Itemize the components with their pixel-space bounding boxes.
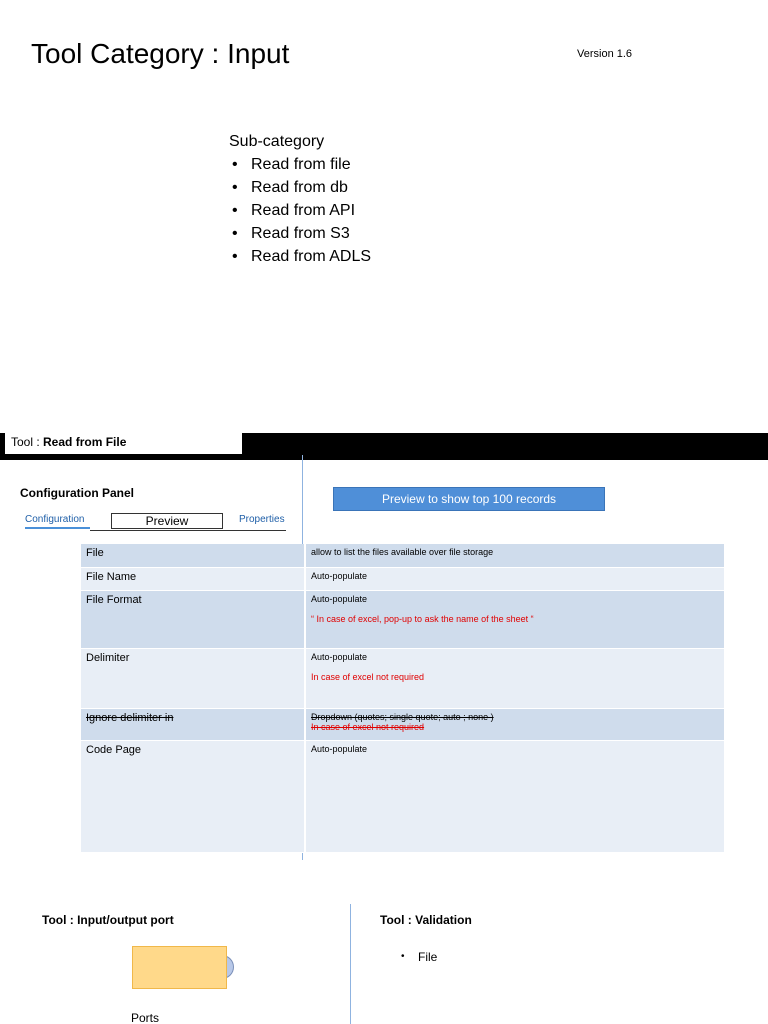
row-key: Ignore delimiter in: [81, 708, 305, 740]
ports-label: Ports: [131, 1011, 160, 1024]
row-key: File Format: [81, 590, 305, 648]
tab-underline: [90, 530, 286, 531]
row-value: Auto-populate: [305, 567, 724, 590]
row-note: “ In case of excel, pop-up to ask the name of the sheet “: [311, 613, 534, 624]
validation-list: [401, 950, 437, 964]
preview-button[interactable]: Preview to show top 100 records: [333, 487, 605, 511]
list-item: • Read from file: [229, 153, 371, 176]
row-key: Delimiter: [81, 648, 305, 708]
subcategory-list: [229, 153, 371, 268]
page-title: Tool Category : Input: [31, 38, 290, 69]
row-value: Auto-populate: [305, 740, 724, 852]
table-row: [81, 740, 724, 852]
list-item: • Read from S3: [229, 222, 371, 245]
row-value-text: Dropdown (quotes; single quote; auto ; none ): [311, 711, 494, 722]
row-note: In case of excel not required: [311, 721, 425, 732]
row-key: File: [81, 544, 305, 567]
table-row: [81, 590, 724, 648]
port-tool-title: Tool : Input/output port: [42, 913, 174, 927]
tab-configuration[interactable]: Configuration: [25, 514, 90, 529]
validation-tool-title: Tool : Validation: [380, 913, 472, 927]
row-key: File Name: [81, 567, 305, 590]
row-value: [305, 590, 724, 648]
table-row: [81, 544, 724, 567]
row-value-text: Auto-populate: [311, 651, 368, 662]
row-value: [305, 648, 724, 708]
row-value: allow to list the files available over file storage: [305, 544, 724, 567]
tab-properties[interactable]: Properties: [239, 514, 285, 525]
list-item: • Read from db: [229, 176, 371, 199]
row-value-text: Auto-populate: [311, 593, 368, 604]
tool-name-label: [5, 433, 242, 454]
list-item: • File: [401, 950, 437, 964]
subcategory-section: [229, 130, 371, 268]
config-panel-title: Configuration Panel: [20, 486, 134, 500]
list-item: • Read from API: [229, 199, 371, 222]
table-row: [81, 648, 724, 708]
port-node[interactable]: [132, 946, 227, 989]
row-note: In case of excel not required: [311, 671, 425, 682]
subcategory-heading: Sub-category: [229, 133, 325, 150]
table-row: [81, 708, 724, 740]
table-row: [81, 567, 724, 590]
tool-prefix: Tool :: [11, 435, 44, 449]
tab-preview[interactable]: Preview: [111, 513, 223, 529]
row-value: [305, 708, 724, 740]
row-key: Code Page: [81, 740, 305, 852]
config-table: [81, 544, 724, 853]
tool-name: Read from File: [43, 435, 127, 449]
section-divider: [350, 904, 351, 1024]
list-item: • Read from ADLS: [229, 245, 371, 268]
version-label: Version 1.6: [577, 48, 633, 60]
